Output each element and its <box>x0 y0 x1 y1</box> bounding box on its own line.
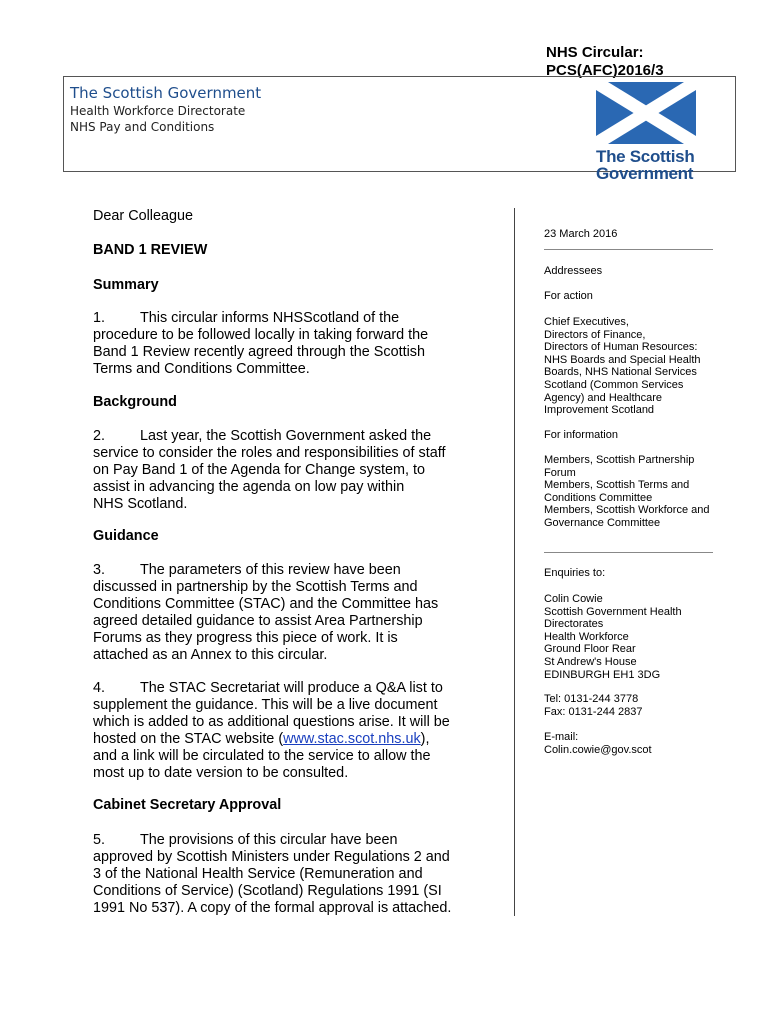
contact-phone <box>544 693 724 718</box>
email-label: E-mail: <box>544 731 579 743</box>
greeting: Dear Colleague <box>93 208 193 224</box>
org-block <box>70 83 261 135</box>
for-action-label: For action <box>544 290 593 302</box>
summary-heading: Summary <box>93 277 159 293</box>
letter-date: 23 March 2016 <box>544 228 618 240</box>
stac-website-link[interactable]: www.stac.scot.nhs.uk <box>283 731 421 747</box>
for-information-list: Members, Scottish Partnership Forum Members, Scottish Terms and Conditions Committee Members, Scottish Workforce and Governance Committee <box>544 454 710 529</box>
directorate: Health Workforce Directorate <box>70 104 246 118</box>
telephone: Tel: 0131-244 3778 <box>544 693 639 705</box>
scottish-government-logo <box>596 82 700 182</box>
sidebar-divider-2 <box>544 552 713 553</box>
enquiries-heading: Enquiries to: <box>544 567 606 579</box>
paragraph-4: 4. The STAC Secretariat will produce a Q&A list to supplement the guidance. This will be a live document which is added to as additional questions arise. It will be hosted on the STAC website (www.stac.scot.nhs.uk), and a link will be circulated to the service to allow the most up to date version to be consulted. <box>93 680 450 781</box>
org-title: The Scottish Government <box>70 84 262 102</box>
letter-title: BAND 1 REVIEW <box>93 242 208 258</box>
paragraph-2: 2. Last year, the Scottish Government asked the service to consider the roles and responsibilities of staff on Pay Band 1 of the Agenda for Change system, to assist in advancing the agenda on low pay within NHS Scotland. <box>93 428 446 512</box>
circular-code: PCS(AFC)2016/3 <box>546 62 664 79</box>
sidebar-divider <box>544 249 713 250</box>
for-action-list: Chief Executives, Directors of Finance, Directors of Human Resources: NHS Boards and Special Health Boards, NHS National Services Scotland (Common Services Agency) and Healthcare Improvement Scotland <box>544 316 701 417</box>
logo-wordmark: The Scottish Government <box>596 147 695 183</box>
email-address[interactable]: Colin.cowie@gov.scot <box>544 743 652 756</box>
letterhead <box>63 76 736 183</box>
saltire-flag-icon <box>596 82 696 144</box>
circular-label: NHS Circular: <box>546 44 644 61</box>
contact-email <box>544 731 724 756</box>
paragraph-3: 3. The parameters of this review have been discussed in partnership by the Scottish Terms and Conditions Committee (STAC) and the Committee has agreed detailed guidance to assist Area Partnership Forums as they progress this piece of work. It is attached as an Annex to this circular. <box>93 562 439 663</box>
addressees-heading: Addressees <box>544 265 603 277</box>
contact-address: Colin Cowie Scottish Government Health Directorates Health Workforce Ground Floor Rear St Andrew's House EDINBURGH EH1 3DG <box>544 593 682 681</box>
background-heading: Background <box>93 394 177 410</box>
division: NHS Pay and Conditions <box>70 120 215 134</box>
paragraph-5: 5. The provisions of this circular have been approved by Scottish Ministers under Regulations 2 and 3 of the National Health Service (Remuneration and Conditions of Service) (Scotland) Regulations 1991 (SI 1991 No 537). A copy of the formal approval is attached. <box>93 832 452 916</box>
column-divider <box>514 208 515 916</box>
for-information-label: For information <box>544 429 618 441</box>
circular-reference <box>546 44 664 80</box>
guidance-heading: Guidance <box>93 528 159 544</box>
cabinet-heading: Cabinet Secretary Approval <box>93 797 282 813</box>
fax: Fax: 0131-244 2837 <box>544 705 643 718</box>
paragraph-1: 1. This circular informs NHSScotland of the procedure to be followed locally in taking forward the Band 1 Review recently agreed through the Scottish Terms and Conditions Committee. <box>93 310 429 377</box>
